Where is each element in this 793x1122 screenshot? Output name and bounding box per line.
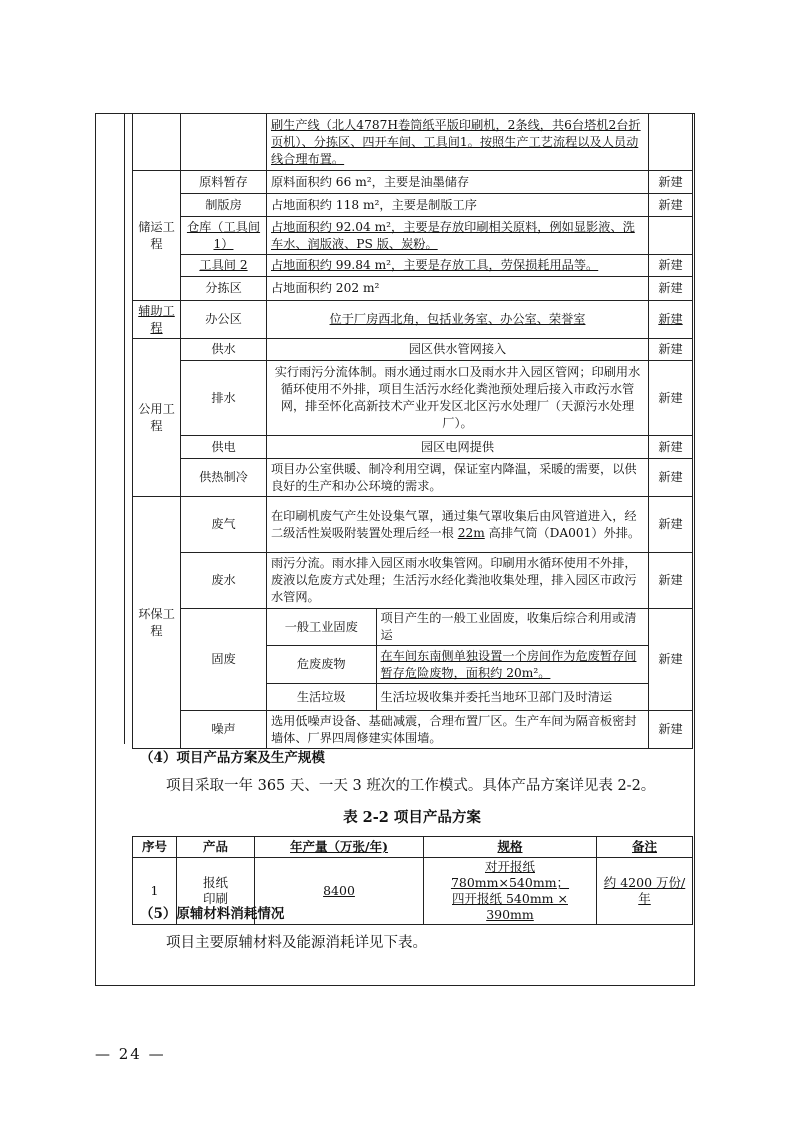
drainage-desc: 实行雨污分流体制。雨水通过雨水口及雨水井入园区管网；印刷用水循环使用不外排，项目生活污水经化粪池预处理后接入市政污水管网，排至怀化高新技术产业开发区北区污水处理厂（天源污水处理厂）。 [267, 361, 649, 436]
table-header-row [133, 837, 693, 858]
section5-paragraph: 项目主要原辅材料及能源消耗详见下表。 [166, 935, 427, 951]
raw-storage-desc: 原料面积约 66 m²，主要是油墨储存 [267, 171, 649, 194]
table-row [267, 609, 648, 646]
waste-gas-desc-a: 在印刷机废气产生处设集气罩，通过集气罩收集后由风管道进入，经二级活性炭吸附装置处理后经一根 [271, 508, 637, 540]
sorting-name: 分拣区 [181, 277, 267, 301]
office-status: 新建 [649, 301, 693, 339]
waste-gas-status: 新建 [649, 497, 693, 553]
power-desc: 园区电网提供 [267, 436, 649, 459]
plate-room-name: 制版房 [181, 194, 267, 217]
header-note: 备注 [597, 837, 693, 858]
waste-water-desc: 雨污分流。雨水排入园区雨水收集管网。印刷用水循环使用不外排，废液以危废方式处理；生活污水经化粪池收集处理，排入园区市政污水管网。 [267, 553, 649, 609]
table-row [133, 711, 693, 749]
table-row [267, 646, 648, 684]
table-row [133, 171, 693, 194]
waste-gas-desc-b: 高排气筒（DA001）外排。 [484, 525, 641, 540]
hvac-desc: 项目办公室供暖、制冷利用空调，保证室内降温，采暖的需要，以供良好的生产和办公环境的需求。 [267, 459, 649, 497]
section4-paragraph: 项目采取一年 365 天、一天 3 班次的工作模式。具体产品方案详见表 2-2。 [166, 778, 656, 794]
table-row [133, 609, 693, 711]
table-row [267, 684, 648, 710]
production-line-desc: 刷生产线（北人4787H卷筒纸平版印刷机，2条线，共6台塔机2台折页机）、分拣区、四开车间、工具间1。按照生产工艺流程以及人员动线合理布置。 [267, 114, 649, 171]
tool-room2-status: 新建 [649, 255, 693, 277]
public-group-label: 公用工程 [133, 339, 181, 497]
storage-group-label: 储运工程 [133, 171, 181, 301]
drainage-name: 排水 [181, 361, 267, 436]
power-status: 新建 [649, 436, 693, 459]
table-row [133, 194, 693, 217]
solid-waste-item-desc: 在车间东南侧单独设置一个房间作为危废暂存间暂存危险废物，面积约 20m²。 [376, 646, 648, 684]
row-spec-line2: 四开报纸 540mm × 390mm [452, 891, 568, 922]
solid-waste-item-name: 一般工业固废 [267, 609, 376, 646]
section4-heading: （4）项目产品方案及生产规模 [140, 750, 325, 766]
table-row [133, 301, 693, 339]
table-row [133, 553, 693, 609]
waste-gas-name: 废气 [181, 497, 267, 553]
noise-status: 新建 [649, 711, 693, 749]
table-row [133, 114, 693, 171]
env-group-label: 环保工程 [133, 497, 181, 749]
office-name: 办公区 [181, 301, 267, 339]
tool-room2-desc: 占地面积约 99.84 m²，主要是存放工具，劳保损耗用品等。 [267, 255, 649, 277]
row-output: 8400 [255, 858, 424, 925]
power-name: 供电 [181, 436, 267, 459]
waste-water-name: 废水 [181, 553, 267, 609]
solid-waste-status: 新建 [649, 609, 693, 711]
table-row [133, 497, 693, 553]
noise-desc: 选用低噪声设备、基础减震，合理布置厂区。生产车间为隔音板密封墙体、厂界四周修建实体围墙。 [267, 711, 649, 749]
table-row [133, 339, 693, 361]
drainage-status: 新建 [649, 361, 693, 436]
raw-storage-name: 原料暂存 [181, 171, 267, 194]
engineering-table [132, 113, 693, 749]
noise-name: 噪声 [181, 711, 267, 749]
section5-heading: （5）原辅材料消耗情况 [140, 906, 285, 922]
table-2-2-title: 表 2-2 项目产品方案 [343, 809, 481, 826]
row-spec-line1: 对开报纸 780mm×540mm； [450, 859, 570, 890]
hvac-status: 新建 [649, 459, 693, 497]
warehouse-desc: 占地面积约 92.04 m²，主要是存放印刷相关原料，例如显影液、洗车水、润版液、PS 版、炭粉。 [267, 217, 649, 255]
plate-room-desc: 占地面积约 118 m²，主要是制版工序 [267, 194, 649, 217]
hvac-name: 供热制冷 [181, 459, 267, 497]
sorting-desc: 占地面积约 202 m² [267, 277, 649, 301]
header-no: 序号 [133, 837, 177, 858]
sorting-status: 新建 [649, 277, 693, 301]
inner-border-line [124, 113, 125, 744]
waste-water-status: 新建 [649, 553, 693, 609]
solid-waste-name: 固废 [181, 609, 267, 711]
solid-waste-item-name: 危废废物 [267, 646, 376, 684]
header-spec: 规格 [424, 837, 597, 858]
warehouse-name: 仓库（工具间 1） [181, 217, 267, 255]
table-row [133, 255, 693, 277]
raw-storage-status: 新建 [649, 171, 693, 194]
water-supply-status: 新建 [649, 339, 693, 361]
solid-waste-item-name: 生活垃圾 [267, 684, 376, 710]
waste-gas-desc [267, 497, 649, 553]
table-row [133, 361, 693, 436]
row-product-text: 报纸印刷 [202, 875, 228, 906]
solid-waste-cell [267, 609, 649, 711]
row-note: 约 4200 万份/年 [597, 858, 693, 925]
header-output: 年产量（万张/年) [255, 837, 424, 858]
office-desc: 位于厂房西北角，包括业务室、办公室、荣誉室 [267, 301, 649, 339]
aux-group-label: 辅助工程 [133, 301, 181, 339]
water-supply-desc: 园区供水管网接入 [267, 339, 649, 361]
table-row [133, 277, 693, 301]
tool-room2-name: 工具间 2 [181, 255, 267, 277]
header-product: 产品 [177, 837, 255, 858]
row-no: 1 [133, 858, 177, 925]
table-row [133, 217, 693, 255]
page-number: — 24 — [95, 1045, 166, 1063]
solid-waste-item-desc: 生活垃圾收集并委托当地环卫部门及时清运 [376, 684, 648, 710]
row-spec [424, 858, 597, 925]
table-row [133, 459, 693, 497]
warehouse-status [649, 217, 693, 255]
solid-waste-item-desc: 项目产生的一般工业固废，收集后综合利用或清运 [376, 609, 648, 646]
waste-gas-desc-height: 22m [457, 525, 485, 540]
solid-waste-subtable [267, 609, 648, 710]
table-row [133, 436, 693, 459]
plate-room-status: 新建 [649, 194, 693, 217]
water-supply-name: 供水 [181, 339, 267, 361]
